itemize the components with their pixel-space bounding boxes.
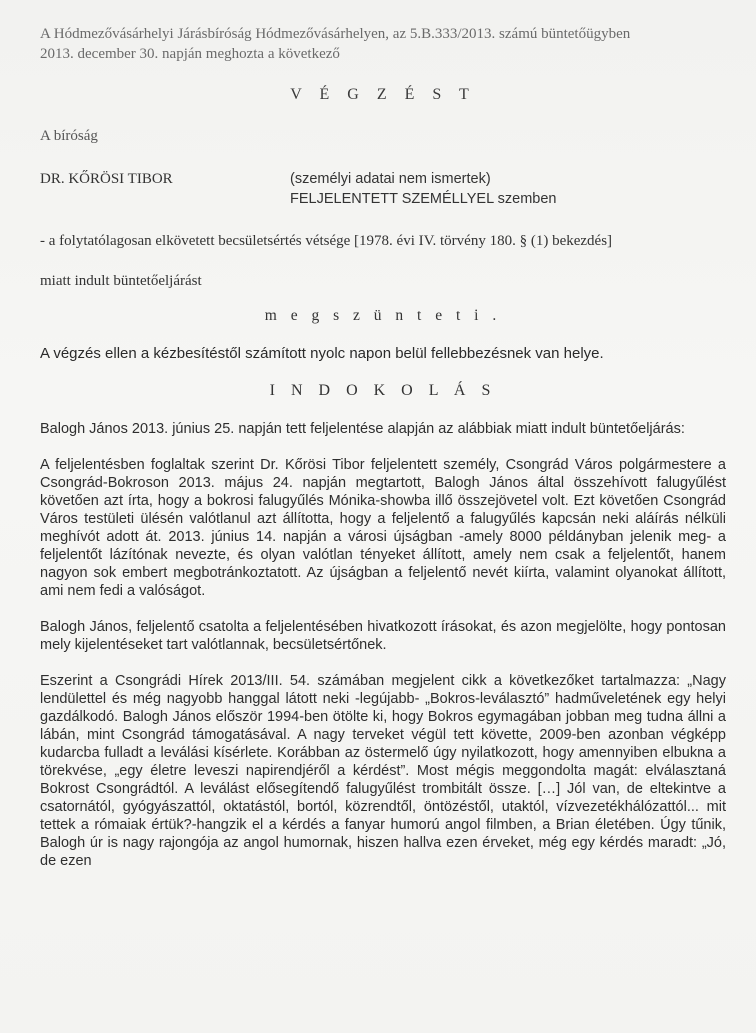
header-line-1: A Hódmezővásárhelyi Járásbíróság Hódmezővásárhelyen, az 5.B.333/2013. számú büntetőügyben (40, 26, 631, 42)
reasoning-paragraph: Eszerint a Csongrádi Hírek 2013/III. 54. számában megjelent cikk a következőket tartalmazza: „Nagy lendülettel és még nagyobb hanggal látott neki -legújabb- „Bokros-leválasztó” hadműveletének egy helyi gazdálkodó. Balogh János először 1994-ben ötölte ki, hogy Bokros egymagában jobban meg tudna állni a lábán, mint Csongrád támogatásával. A nagy terveket végül tett követte, 2009-ben azonban végképp kudarcba fulladt a leválási kísérlete. Korábban az östermelő úgy nyilatkozott, hogy amennyiben elbukna a törekvése, „egy életre leveszi napirendjéről a kérdést”. Most mégis meggondolta magát: elválasztaná Bokrost Csongrádtól. A leválást elősegítendő falugyűlést trombitált össze. […] Jól van, de eltekintve a csatornától, gyógyászattól, oktatástól, bortól, közrendtől, öntözéstől, utaktól, vízvezetékhálózattól... mit tettek a rómaiak értük?-hangzik el a kérdés a fanyar humorú angol filmben, a Brian életében. Úgy tűnik, Balogh úr is nagy rajongója az angol humornak, hiszen hallva ezen érveket, még egy kérdés maradt: „Jó, de ezen (40, 673, 726, 869)
decision-text: m e g s z ü n t e t i . (264, 307, 502, 324)
reasoning-paragraph: Balogh János 2013. június 25. napján tett feljelentése alapján az alábbiak miatt indult büntetőeljárás: (40, 421, 685, 437)
reasoning-paragraph: A feljelentésben foglaltak szerint Dr. Kőrösi Tibor feljelentett személy, Csongrád Város polgármestere a Csongrád-Bokroson 2013. május 24. napján megtartott, Balogh János által összehívott falugyűlést követően azt írta, hogy a bokrosi falugyűlés Mónika-showba illő összejövetel volt. Ezt követően Csongrád Város testületi ülésén valótlanul azt állította, hogy a feljelentő a falugyűlés kapcsán neki aláírás nélküli meghívót adott át. 2013. június 14. napján a városi újságban -amely 8000 példányban jelenik meg- a feljelentőt lázítónak nevezte, és olyan valótlan tényeket állított, amely nem csak a feljelentőt, hanem nagyon sok embert megbotránkoztatott. Az újságban a feljelentő nevét kiírta, valamint olyanokat állított, ami nem fedi a valóságot. (40, 457, 726, 599)
defendant-block (40, 169, 726, 209)
reasoning-body (40, 420, 726, 870)
reasoning-title: I N D O K O L Á S (269, 382, 497, 399)
document-title: V É G Z É S T (290, 86, 476, 103)
appeal-text: A végzés ellen a kézbesítéstől számított nyolc napon belül fellebbezésnek van helye. (40, 345, 604, 362)
procedure-text: miatt indult büntetőeljárást (40, 273, 202, 289)
defendant-info-line-1: (személyi adatai nem ismertek) (290, 171, 491, 187)
document-header (40, 24, 726, 64)
defendant-name: DR. KŐRÖSI TIBOR (40, 171, 173, 187)
court-label: A bíróság (40, 128, 98, 144)
reasoning-paragraph: Balogh János, feljelentő csatolta a feljelentésében hivatkozott írásokat, és azon megjelölte, hogy pontosan mely kijelentéseket tart valótlannak, becsületsértőnek. (40, 619, 726, 653)
defendant-info (290, 169, 556, 209)
defendant-info-line-2: FELJELENTETT SZEMÉLLYEL szemben (290, 191, 557, 207)
charge-text: - a folytatólagosan elkövetett becsületsértés vétsége [1978. évi IV. törvény 180. § (1) bekezdés] (40, 233, 613, 249)
header-line-2: 2013. december 30. napján meghozta a következő (40, 46, 340, 62)
